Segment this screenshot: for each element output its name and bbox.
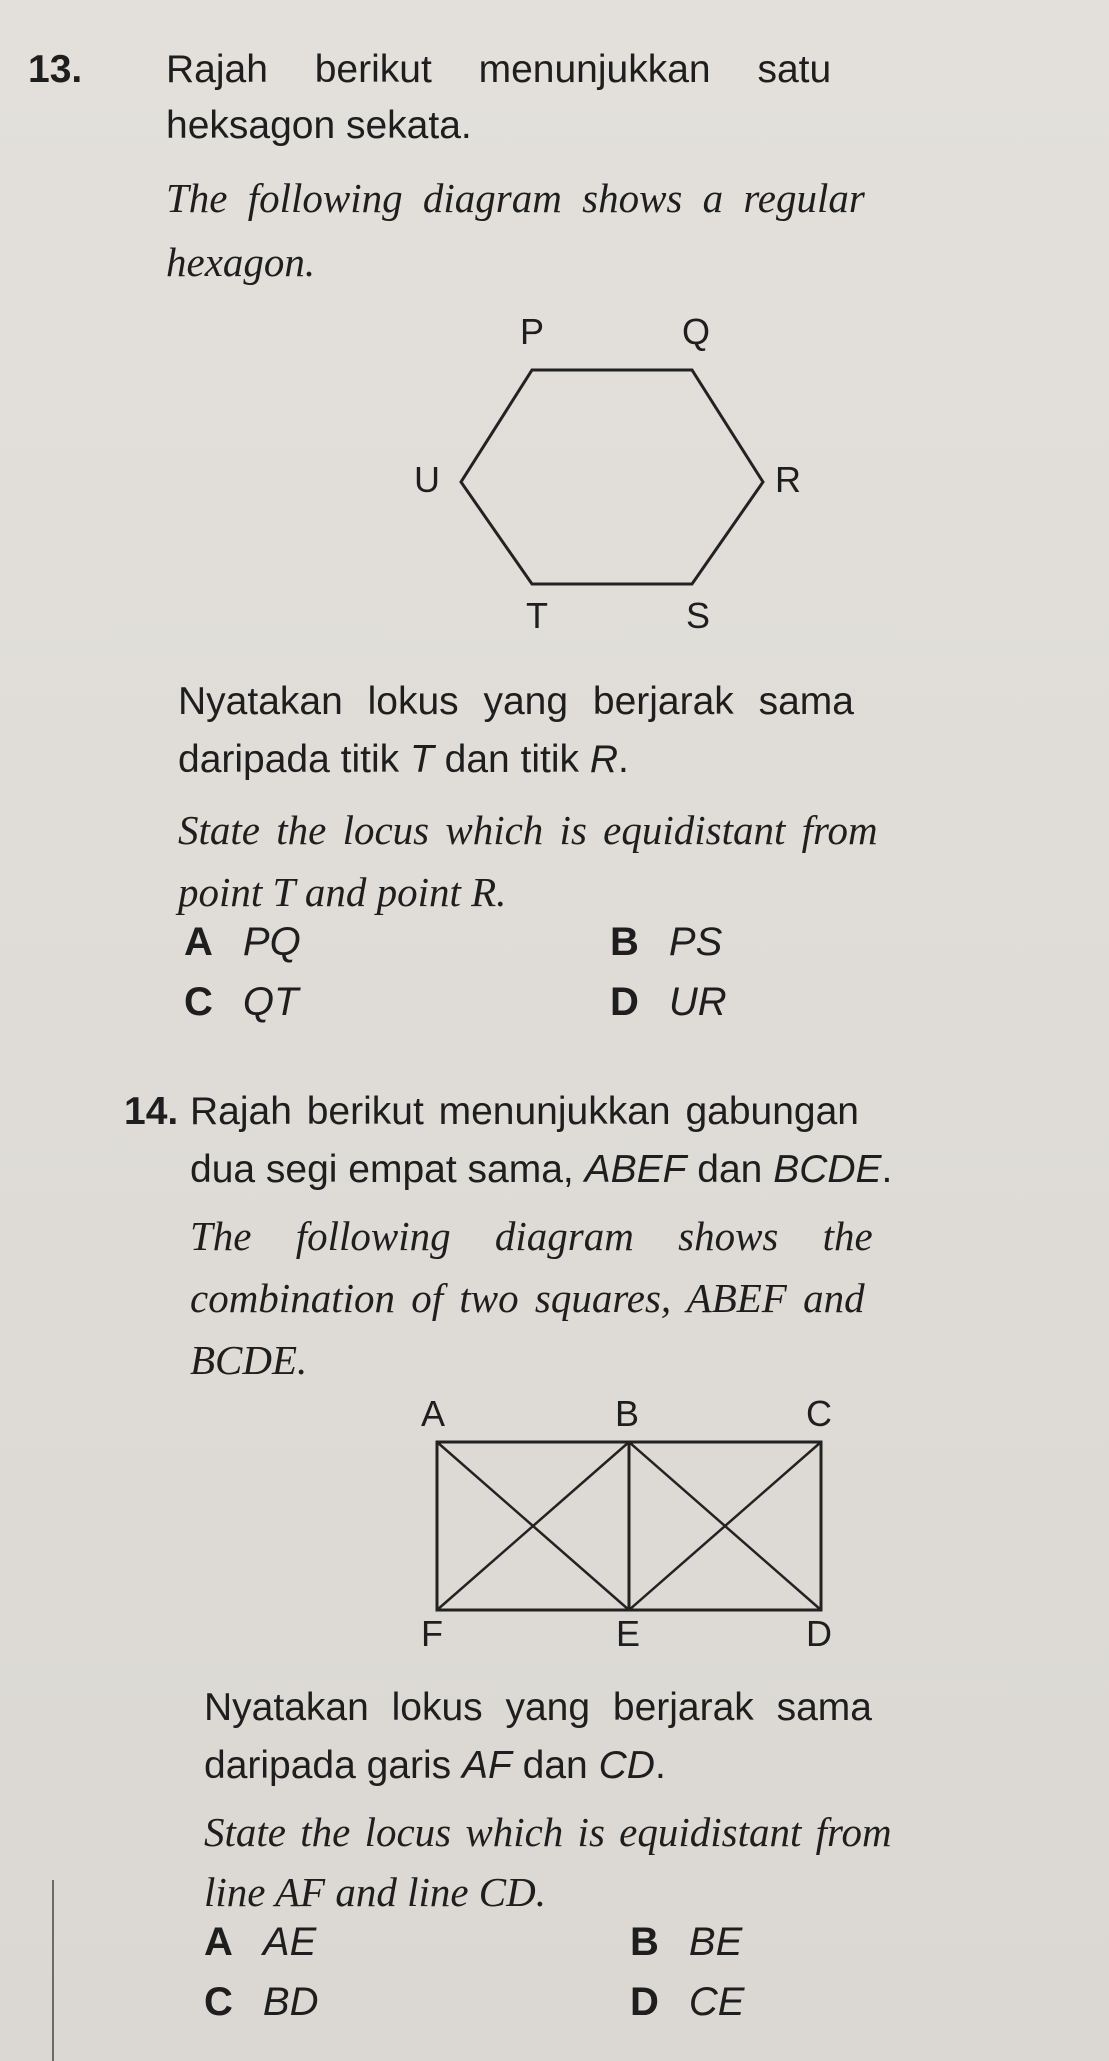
option-letter: C [184, 980, 213, 1024]
locus-question-malay: daripada titik T dan titik R. [178, 738, 629, 781]
two-squares-diagram [400, 1390, 860, 1650]
vertex-label-t: T [526, 595, 548, 636]
locus-question-english: line AF and line CD. [204, 1869, 547, 1915]
vertex-label-r: R [775, 459, 801, 500]
option-text: UR [668, 980, 727, 1024]
option-letter: B [630, 1920, 659, 1964]
option-b[interactable] [610, 920, 722, 965]
option-text: BE [688, 1920, 743, 1964]
option-c[interactable] [204, 1980, 318, 2025]
vertex-label-b: B [615, 1393, 640, 1434]
option-d[interactable] [630, 1980, 744, 2025]
vertex-label-e: E [616, 1613, 641, 1650]
option-letter: D [630, 1980, 659, 2024]
option-text: BD [262, 1980, 319, 2024]
question-text-english: BCDE. [190, 1337, 308, 1383]
vertex-label-f: F [421, 1613, 443, 1650]
option-b[interactable] [630, 1920, 742, 1965]
question-text-malay: Rajah berikut menunjukkan gabungan [190, 1090, 859, 1133]
locus-question-english: point T and point R. [178, 869, 507, 915]
locus-question-malay: Nyatakan lokus yang berjarak sama [178, 680, 854, 723]
option-d[interactable] [610, 980, 727, 1025]
question-text-english: combination of two squares, ABEF and [190, 1275, 865, 1321]
vertex-label-d: D [806, 1613, 832, 1650]
locus-question-english: State the locus which is equidistant from [204, 1809, 892, 1855]
option-letter: A [204, 1920, 233, 1964]
question-text-english: The following diagram shows a regular [166, 175, 865, 221]
option-letter: A [184, 920, 213, 964]
option-text: PS [668, 920, 723, 964]
question-text-malay: dua segi empat sama, ABEF dan BCDE. [190, 1148, 893, 1191]
question-text-english: The following diagram shows the [190, 1213, 873, 1259]
question-number: 14. [124, 1090, 179, 1133]
option-c[interactable] [184, 980, 298, 1025]
option-letter: B [610, 920, 639, 964]
locus-question-malay: daripada garis AF dan CD. [204, 1744, 666, 1787]
option-text: PQ [242, 920, 301, 964]
vertex-label-c: C [806, 1393, 832, 1434]
hexagon-diagram [400, 300, 820, 640]
vertex-label-u: U [414, 459, 440, 500]
locus-question-malay: Nyatakan lokus yang berjarak sama [204, 1686, 872, 1729]
option-letter: D [610, 980, 639, 1024]
regular-hexagon [461, 370, 763, 584]
question-text-english: hexagon. [166, 239, 316, 285]
vertex-label-q: Q [682, 311, 711, 352]
option-text: CE [688, 1980, 745, 2024]
page-binding-edge [0, 1880, 54, 2061]
vertex-label-s: S [686, 595, 711, 636]
option-text: QT [242, 980, 299, 1024]
option-letter: C [204, 1980, 233, 2024]
vertex-label-p: P [520, 311, 545, 352]
question-text-malay: heksagon sekata. [166, 104, 472, 147]
vertex-label-a: A [421, 1393, 446, 1434]
locus-question-english: State the locus which is equidistant from [178, 807, 878, 853]
question-number: 13. [28, 48, 83, 91]
question-text-malay: Rajah berikut menunjukkan satu [166, 48, 832, 91]
option-a[interactable] [204, 1920, 316, 1965]
option-a[interactable] [184, 920, 301, 965]
option-text: AE [262, 1920, 317, 1964]
